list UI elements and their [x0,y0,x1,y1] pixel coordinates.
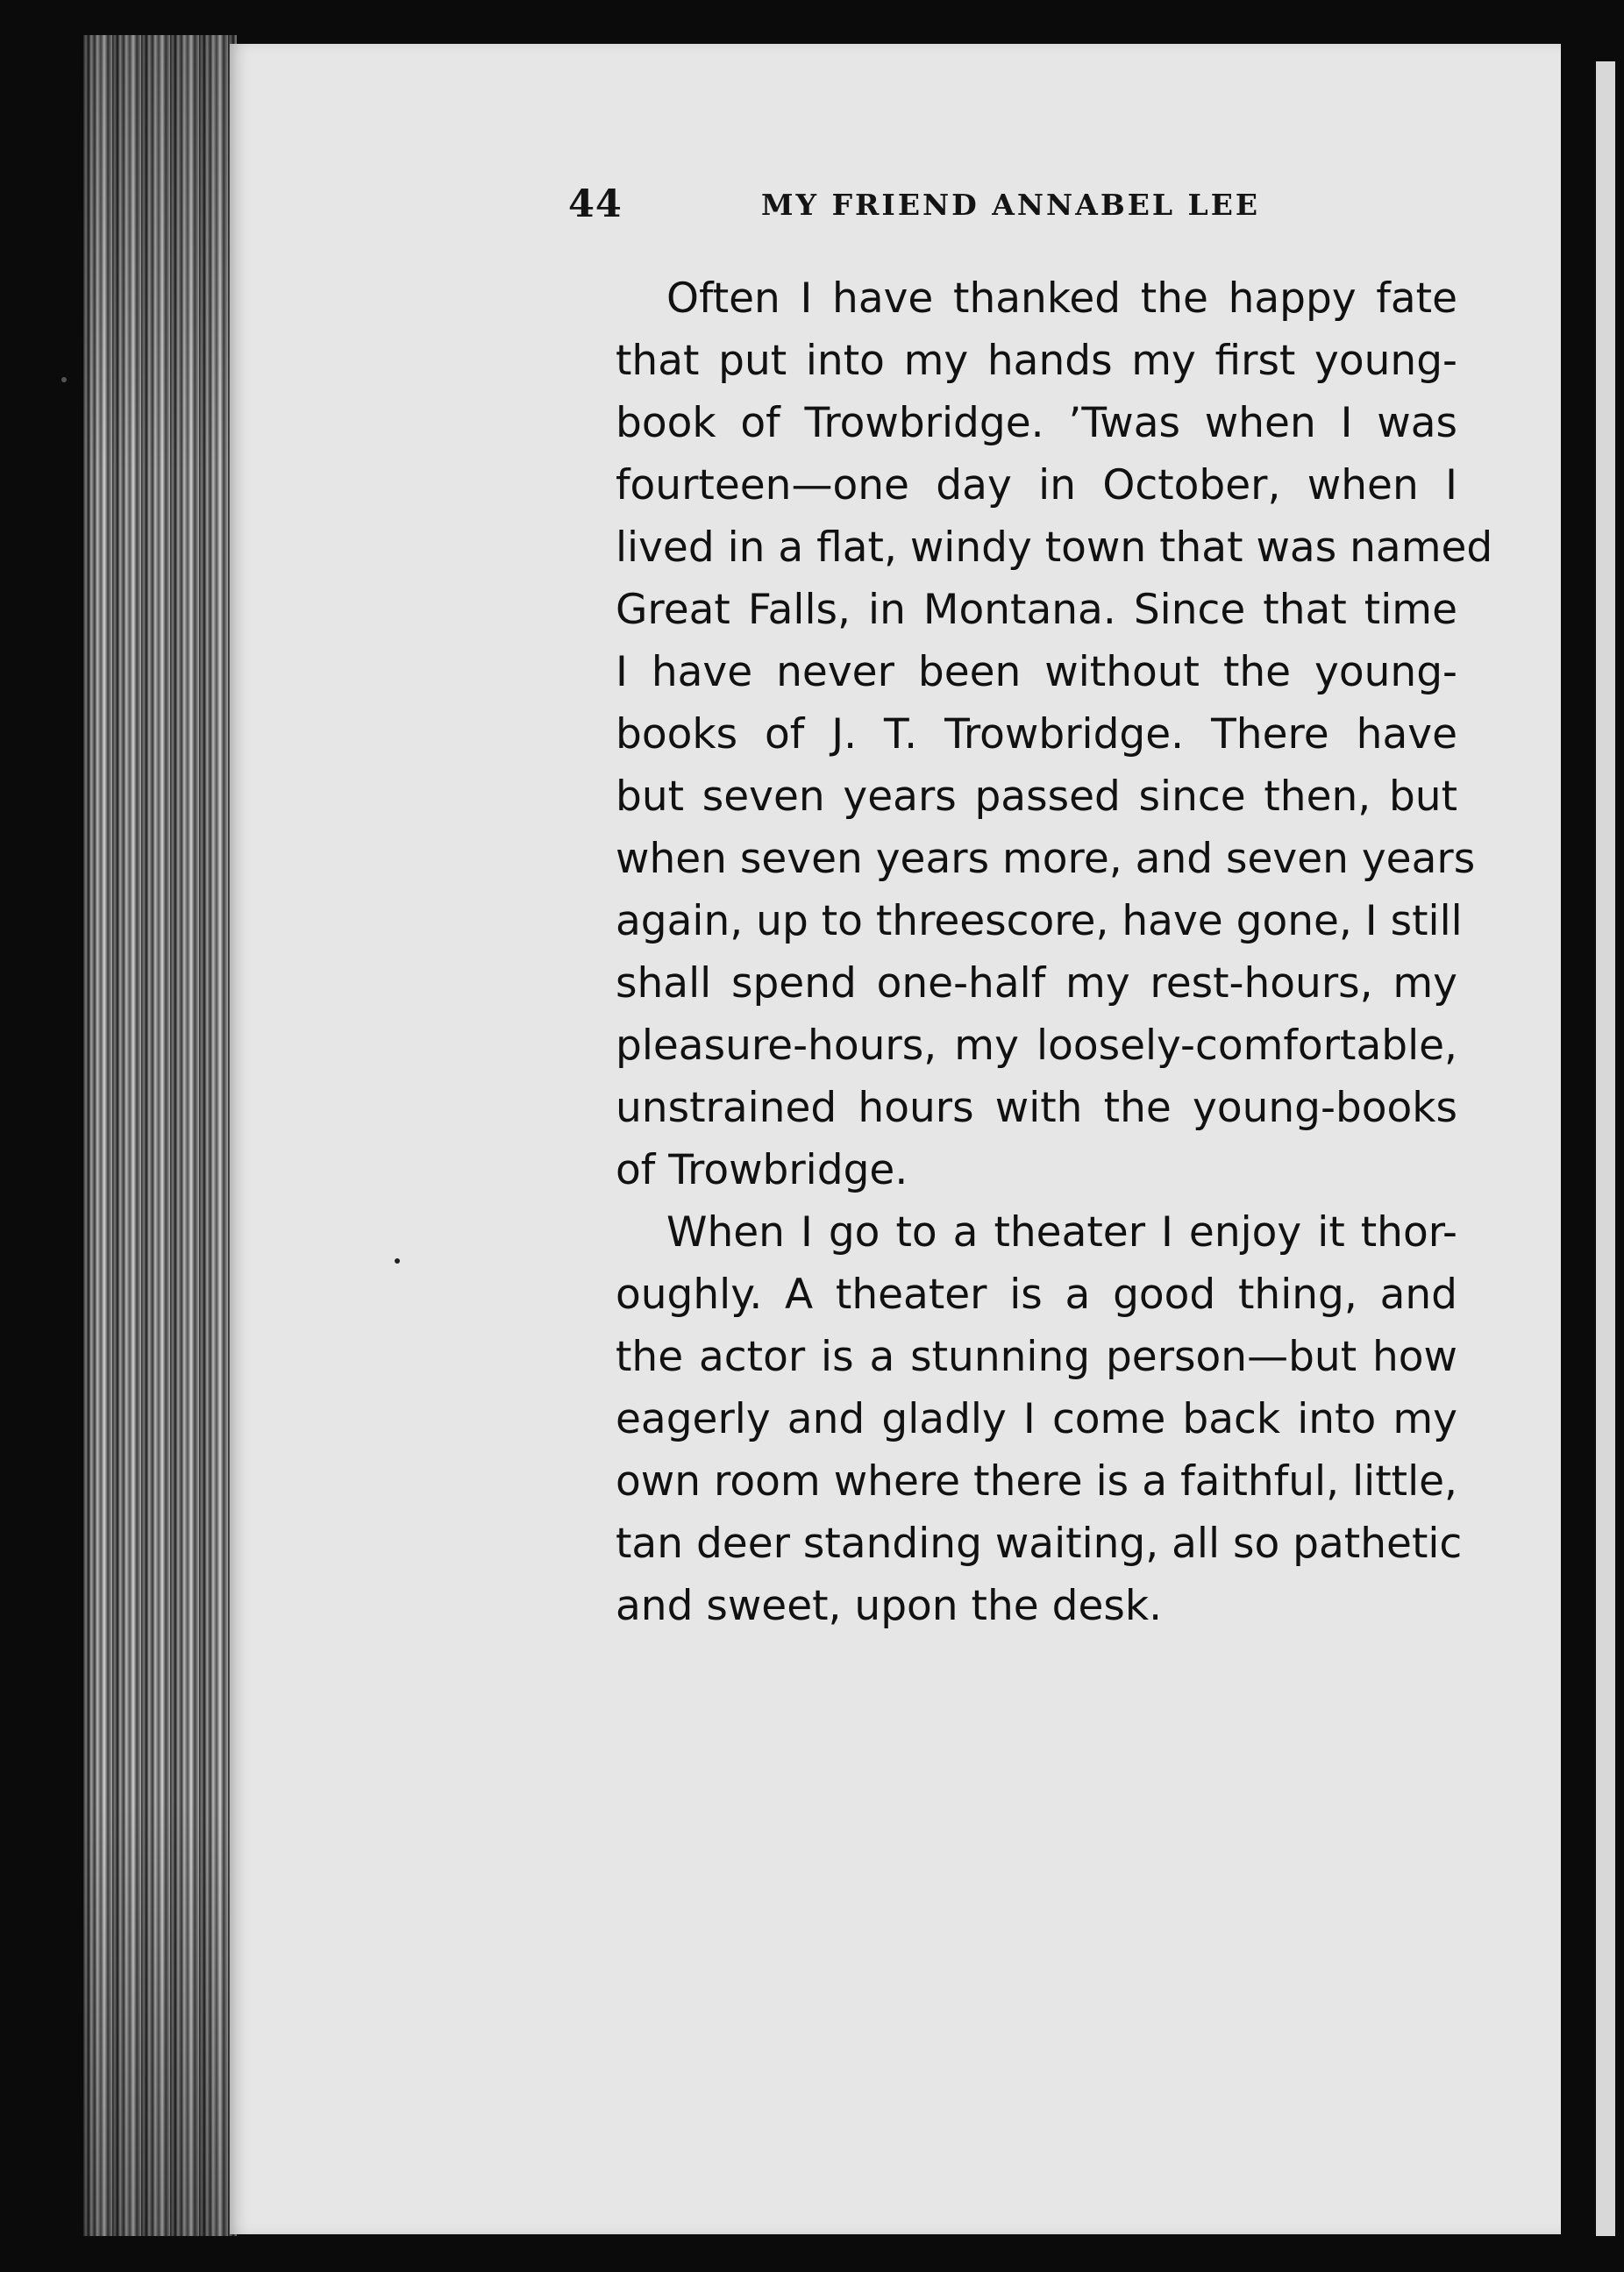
page-number: 44 [568,182,623,226]
text-line: fourteen—one day in October, when I [616,461,1457,509]
text-line: the actor is a stunning person—but how [616,1333,1457,1381]
text-line: of Trowbridge. [616,1146,908,1194]
adjacent-page-edge [1596,61,1615,2236]
text-line: eagerly and gladly I come back into my [616,1395,1457,1443]
scan-speck [61,377,67,382]
paragraph [565,267,1493,1201]
running-title: MY FRIEND ANNABEL LEE [761,188,1261,222]
text-line: Great Falls, in Montana. Since that time [616,586,1457,634]
running-head [568,182,1454,235]
text-line: shall spend one-half my rest-hours, my [616,959,1457,1008]
text-line: tan deer standing waiting, all so pathetic [616,1520,1463,1568]
text-line: and sweet, upon the desk. [616,1582,1163,1630]
text-line: pleasure-hours, my loosely-comfortable, [616,1022,1457,1070]
paragraph [565,1201,1463,1637]
text-line: again, up to threescore, have gone, I still [616,897,1463,945]
text-line: books of J. T. Trowbridge. There have [616,710,1457,759]
text-line: oughly. A theater is a good thing, and [616,1271,1457,1319]
text-line: book of Trowbridge. ’Twas when I was [616,399,1457,447]
binding-shadow [83,35,237,2236]
text-line: when seven years more, and seven years [616,835,1476,883]
text-line: that put into my hands my first young- [616,337,1457,385]
scan-speck [395,1258,400,1264]
text-line: lived in a flat, windy town that was named [616,523,1493,572]
body-text [565,267,1493,1637]
text-line: own room where there is a faithful, little, [616,1457,1457,1506]
text-line: When I go to a theater I enjoy it thor- [666,1208,1457,1257]
text-line: but seven years passed since then, but [616,773,1457,821]
text-line: I have never been without the young- [616,648,1457,696]
text-line: Often I have thanked the happy fate [666,274,1457,323]
text-line: unstrained hours with the young-books [616,1084,1457,1132]
